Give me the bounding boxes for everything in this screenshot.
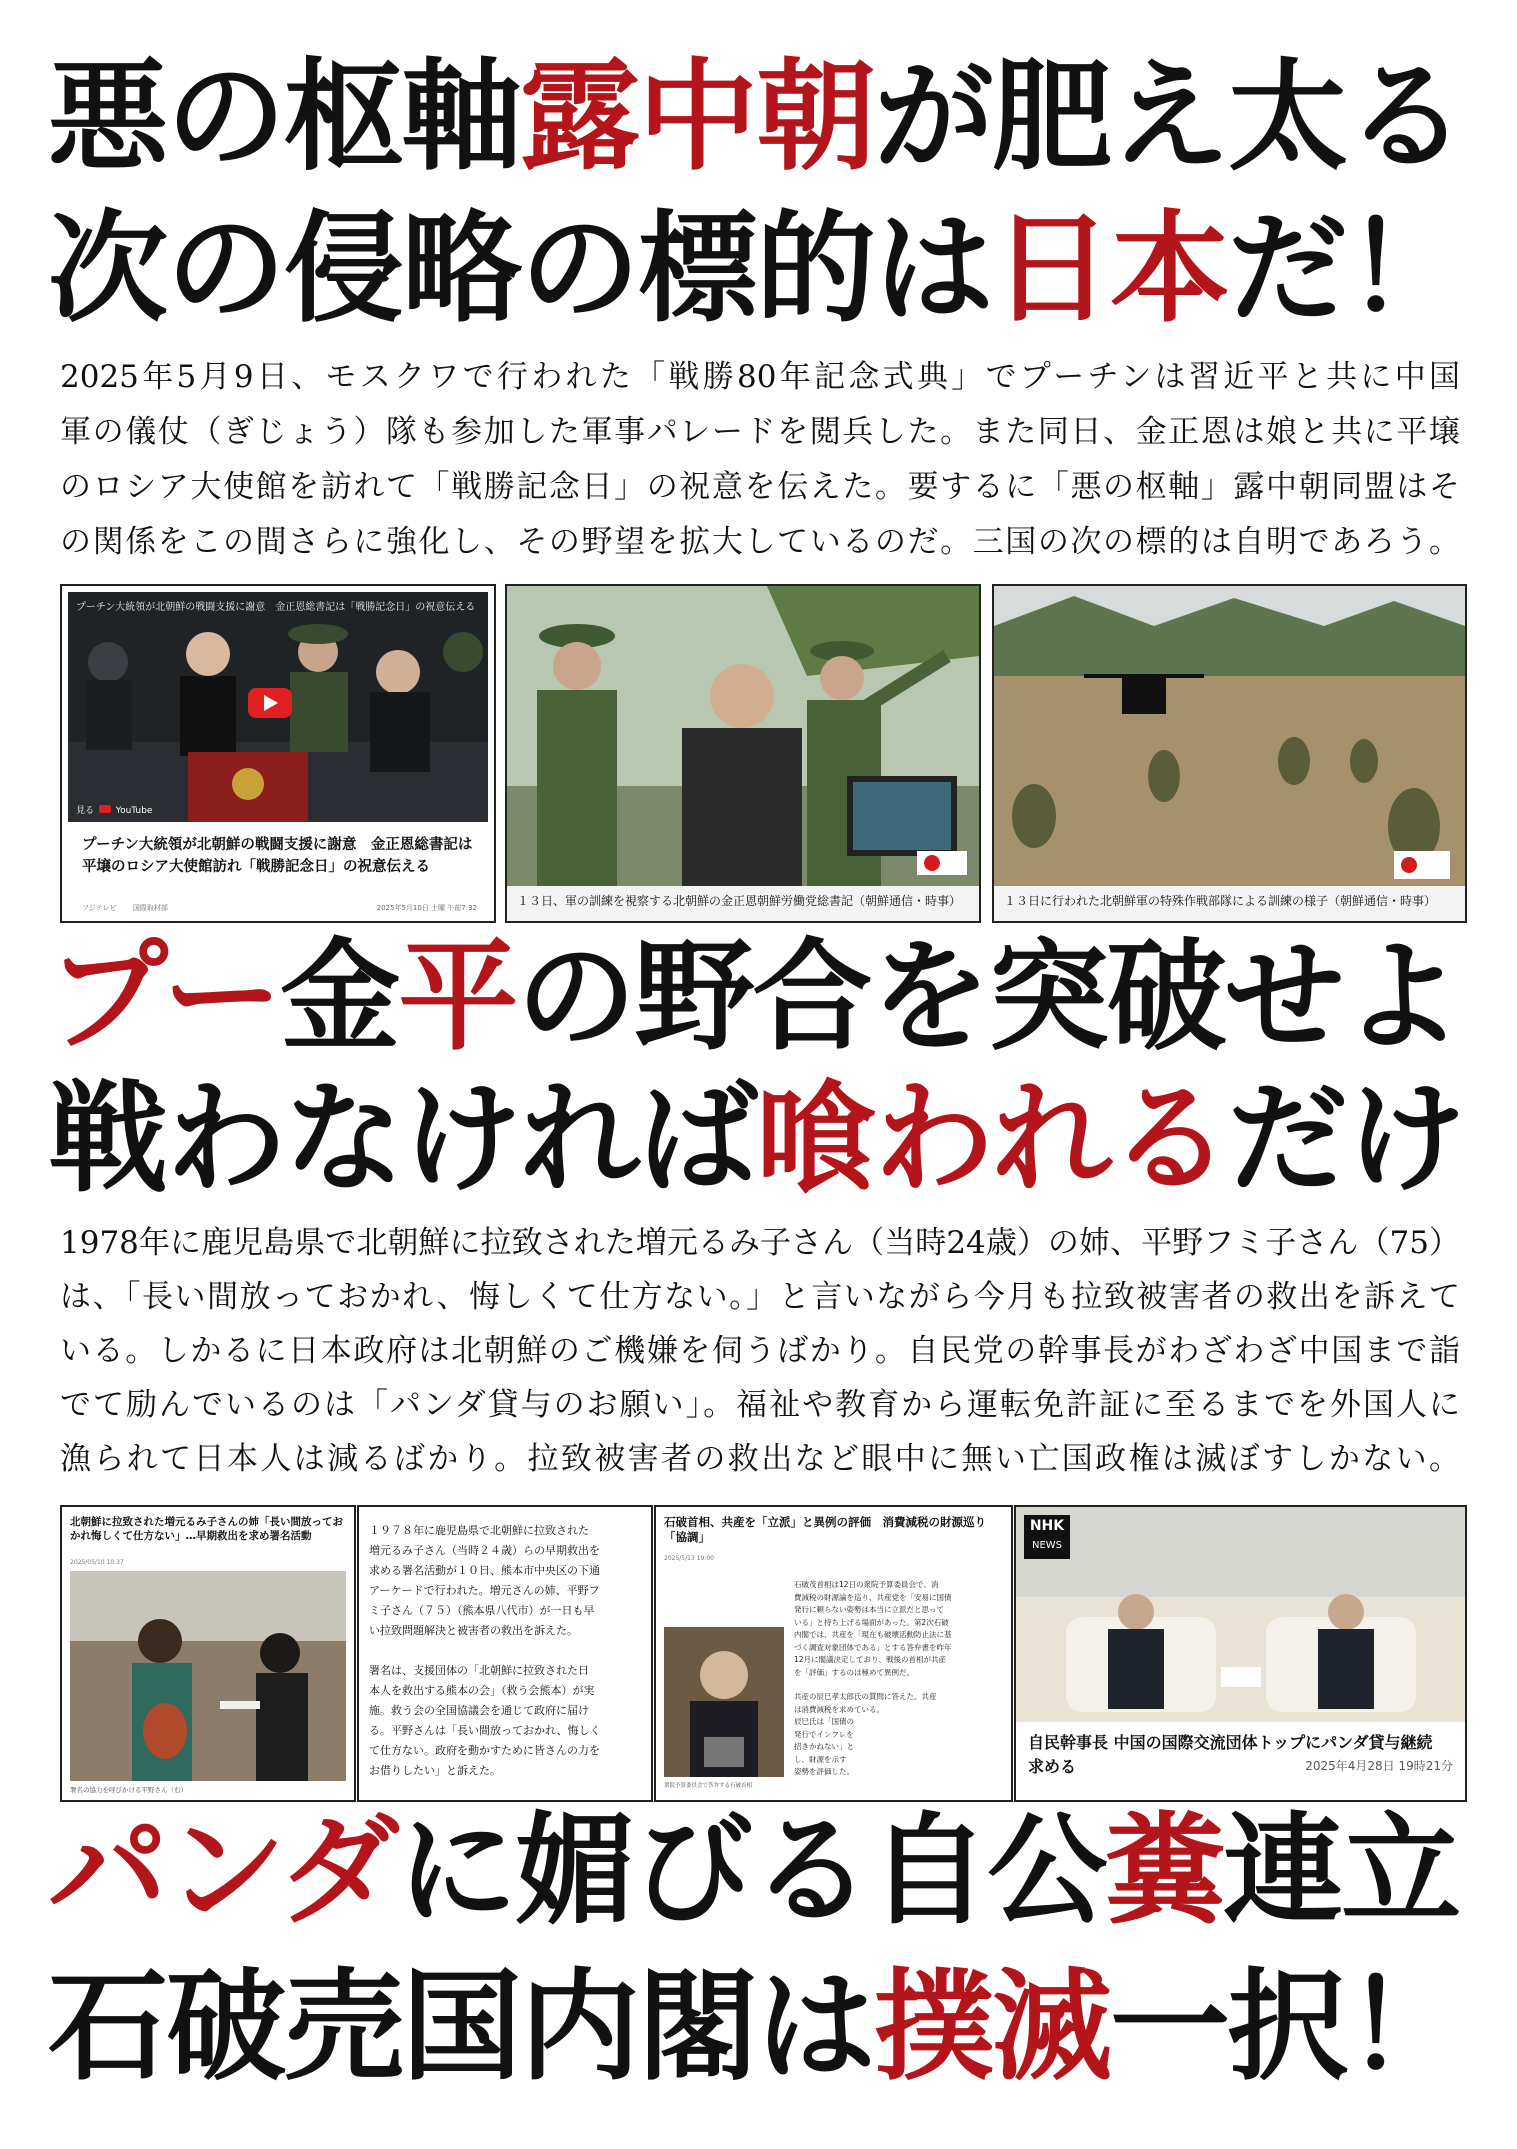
headline-segment: 連立	[1223, 1802, 1460, 1941]
ishiba-body-line: 費減税の財源論を巡り、共産党を「安易に国債	[794, 1592, 952, 1602]
ishiba-body-line: 姿勢を評価した。	[794, 1767, 854, 1776]
headline-3-line-1	[48, 1802, 1469, 1941]
intro-paragraph-line: 軍の儀仗（ぎじょう）隊も参加した軍事パレードを閲兵した。また同日、金正恩は娘と共に平壌	[60, 414, 1460, 450]
headline-segment: 一択！	[1110, 1958, 1464, 2097]
nhk-logo-bottom: NEWS	[1031, 1540, 1063, 1551]
video-thumbnail[interactable]	[68, 592, 488, 822]
signature-body-text	[369, 1521, 643, 1781]
nhk-article-headline: 自民幹事長 中国の国際交流団体トップにパンダ貸与継続 求める	[1028, 1733, 1433, 1776]
ishiba-body-line: し、財源を示す	[794, 1754, 847, 1764]
kim-inspection-scene	[507, 586, 979, 886]
headline-1-line-1	[48, 48, 1469, 187]
headline-3-line-2	[48, 1958, 1469, 2097]
headline-segment: 平	[398, 928, 517, 1067]
signature-photo-caption: 署名の協力を呼びかける平野さん（右）	[70, 1786, 187, 1794]
signature-body-line: 求める署名活動が１０日、熊本市中央区の下通	[369, 1564, 600, 1577]
signature-body-line: て仕方ない。政府を動かすために皆さんの力を	[369, 1744, 600, 1757]
ishiba-photo	[664, 1627, 784, 1777]
intro-paragraph-line: のロシア大使館を訪れて「戦勝記念日」の祝意を伝えた。要するに「悪の枢軸」露中朝同盟はそ	[60, 469, 1460, 505]
headline-segment: 糞	[1105, 1802, 1224, 1941]
youtube-icon	[99, 805, 111, 813]
headline-segment: 喰われる	[756, 1070, 1228, 1209]
headline-2-line-2	[48, 1070, 1469, 1209]
signature-article-date: 2025/05/10 10:37	[70, 1559, 124, 1566]
nhk-article-date: 2025年4月28日 19時21分	[1305, 1759, 1453, 1773]
article-nhk-panda	[1014, 1505, 1467, 1802]
ishiba-body-line: 発行でインフレを	[794, 1729, 854, 1739]
nhk-meeting-photo	[1016, 1507, 1465, 1722]
putin-article-section: 国際取材部	[132, 904, 168, 912]
kim-inspection-caption: １３日、軍の訓練を視察する北朝鮮の金正恩朝鮮労働党総書記（朝鮮通信・時事）	[517, 894, 962, 908]
abduction-paragraph-line: 1978年に鹿児島県で北朝鮮に拉致された増元るみ子さん（当時24歳）の姉、平野フミ子さん（75）	[60, 1225, 1460, 1261]
putin-article-date: 2025年5月10日 土曜 午前7:32	[376, 904, 477, 912]
article-signature-campaign	[60, 1505, 356, 1802]
signature-body-line: ミ子さん（７５）（熊本県八代市）が一日も早	[369, 1604, 595, 1617]
headline-segment: 次の侵略の標的は	[48, 200, 992, 339]
intro-paragraph-line: 2025年5月9日、モスクワで行われた「戦勝80年記念式典」でプーチンは習近平と共に中国	[60, 359, 1460, 395]
abduction-paragraph	[60, 1216, 1460, 1486]
signature-body-line: 署名は、支援団体の「北朝鮮に拉致された日	[369, 1664, 589, 1677]
ishiba-body-line	[794, 1679, 1004, 1691]
headline-segment: だけ	[1228, 1070, 1464, 1209]
headline-segment: パンダ	[48, 1802, 398, 1941]
intro-paragraph-line: の関係をこの間さらに強化し、その野望を拡大しているのだ。三国の次の標的は自明であろう。	[60, 524, 1460, 560]
article-ishiba-communist	[654, 1505, 1013, 1802]
ishiba-photo-caption: 衆院予算委員会で答弁する石破首相	[664, 1783, 753, 1789]
nhk-logo-top: NHK	[1029, 1518, 1065, 1534]
headline-1-line-2	[48, 200, 1469, 339]
abduction-paragraph-line: 漁られて日本人は減るばかり。拉致被害者の救出など眼中に無い亡国政権は滅ぼすしかない。	[60, 1441, 1460, 1477]
headline-2-line-1	[48, 928, 1469, 1067]
signature-body-line: 施。救う会の全国協議会を通じて政府に届け	[369, 1704, 589, 1717]
ishiba-article-meta: 2025/5/13 19:00	[664, 1555, 714, 1562]
photo-putin-video	[60, 584, 496, 923]
youtube-watch-label[interactable]	[76, 803, 152, 816]
headline-segment: に媚びる自公	[397, 1802, 1106, 1941]
ishiba-body-line: 招きかねない」と	[794, 1742, 854, 1751]
headline-segment: 悪の枢軸	[48, 48, 520, 187]
video-title: プーチン大統領が北朝鮮の戦闘支援に謝意 金正恩総書記は「戦勝記念日」の祝意伝える	[76, 602, 476, 613]
ishiba-article-headline: 石破首相、共産を「立派」と異例の評価 消費減税の財源巡り「協調」	[664, 1515, 986, 1544]
headline-segment: プー	[48, 928, 281, 1067]
ishiba-body-line: を「評価」するのは極めて異例だ。	[794, 1667, 914, 1677]
headline-segment: だ！	[1228, 200, 1464, 339]
headline-segment: が肥え太る	[874, 48, 1464, 187]
headline-segment: の野合を突破せよ	[516, 928, 1461, 1067]
abduction-paragraph-line: いる。しかるに日本政府は北朝鮮のご機嫌を伺うばかり。自民党の幹事長がわざわざ中国まで詣	[60, 1333, 1460, 1369]
photo-kim-inspection	[505, 584, 981, 923]
ishiba-body-line: は消費減税を求めている。	[794, 1704, 884, 1714]
signature-body-line: る。平野さんは「長い間放っておかれ、悔しく	[369, 1724, 601, 1737]
headline-segment: 金	[280, 928, 399, 1067]
nhk-news-logo	[1024, 1515, 1070, 1559]
article-signature-body	[357, 1505, 653, 1802]
ishiba-body-line: 石破茂首相は12日の衆院予算委員会で、消	[794, 1580, 939, 1589]
ishiba-body-line: 12月に閣議決定しており、戦後の首相が共産	[794, 1655, 947, 1664]
ishiba-body-line: 辰巳氏は「国債の	[794, 1717, 854, 1726]
putin-article-source: フジテレビ	[82, 904, 117, 912]
signature-campaign-photo	[70, 1571, 346, 1781]
photo-drone-training	[992, 584, 1467, 923]
headline-segment: 撲滅	[874, 1958, 1110, 2097]
signature-body-line: 本人を救出する熊本の会」（救う会熊本）が実	[369, 1684, 595, 1697]
ishiba-body-line: 発行に頼らない姿勢は本当に立派だと思って	[794, 1605, 944, 1614]
headline-segment: 露中朝	[520, 48, 874, 187]
headline-segment: 日本	[992, 200, 1228, 339]
drone-training-scene	[994, 586, 1465, 886]
abduction-paragraph-line: でて励んでいるのは「パンダ貸与のお願い」。福祉や教育から運転免許証に至るまでを外国人に	[60, 1387, 1460, 1423]
signature-body-line: い拉致問題解決と被害者の救出を訴えた。	[369, 1624, 578, 1637]
headline-segment: 戦わなければ	[48, 1070, 756, 1209]
ishiba-body-line: いる」と持ち上げる場面があった。第2次石破	[794, 1617, 949, 1627]
signature-body-line: お借りしたい」と訴えた。	[369, 1764, 501, 1777]
ishiba-body-line: 共産の辰巳孝太郎氏の質問に答えた。共産	[794, 1692, 937, 1701]
drone-training-caption: １３日に行われた北朝鮮軍の特殊作戦部隊による訓練の様子（朝鮮通信・時事）	[1004, 894, 1437, 908]
youtube-label: YouTube	[115, 806, 153, 816]
ishiba-body-line: づく調査対象団体である」とする答弁書を昨年	[794, 1642, 952, 1652]
abduction-paragraph-line: は、「長い間放っておかれ、悔しくて仕方ない。」と言いながら今月も拉致被害者の救出を訴えて	[60, 1279, 1460, 1315]
putin-article-headline: プーチン大統領が北朝鮮の戦闘支援に謝意 金正恩総書記は平壌のロシア大使館訪れ「戦勝記念日」の祝意伝える	[82, 837, 473, 875]
signature-body-line: １９７８年に鹿児島県で北朝鮮に拉致された	[369, 1524, 589, 1537]
signature-body-line: 増元るみ子さん（当時２４歳）らの早期救出を	[369, 1544, 600, 1557]
signature-body-line: アーケードで行われた。増元さんの姉、平野フ	[369, 1584, 600, 1597]
signature-body-line	[369, 1641, 643, 1661]
putin-article-meta	[82, 903, 477, 913]
intro-paragraph	[60, 350, 1460, 570]
headline-segment: 石破売国内閣は	[48, 1958, 874, 2097]
putin-podium-scene	[68, 592, 488, 822]
ishiba-body-line: 内閣では、共産を「現在も破壊活動防止法に基	[794, 1630, 952, 1639]
ishiba-article-body	[794, 1579, 1004, 1779]
watch-label: 見る	[76, 806, 95, 816]
signature-article-headline: 北朝鮮に拉致された増元るみ子さんの姉「長い間放っておかれ悔しくて仕方ない」…早期救出を求め署名活動	[70, 1516, 343, 1542]
